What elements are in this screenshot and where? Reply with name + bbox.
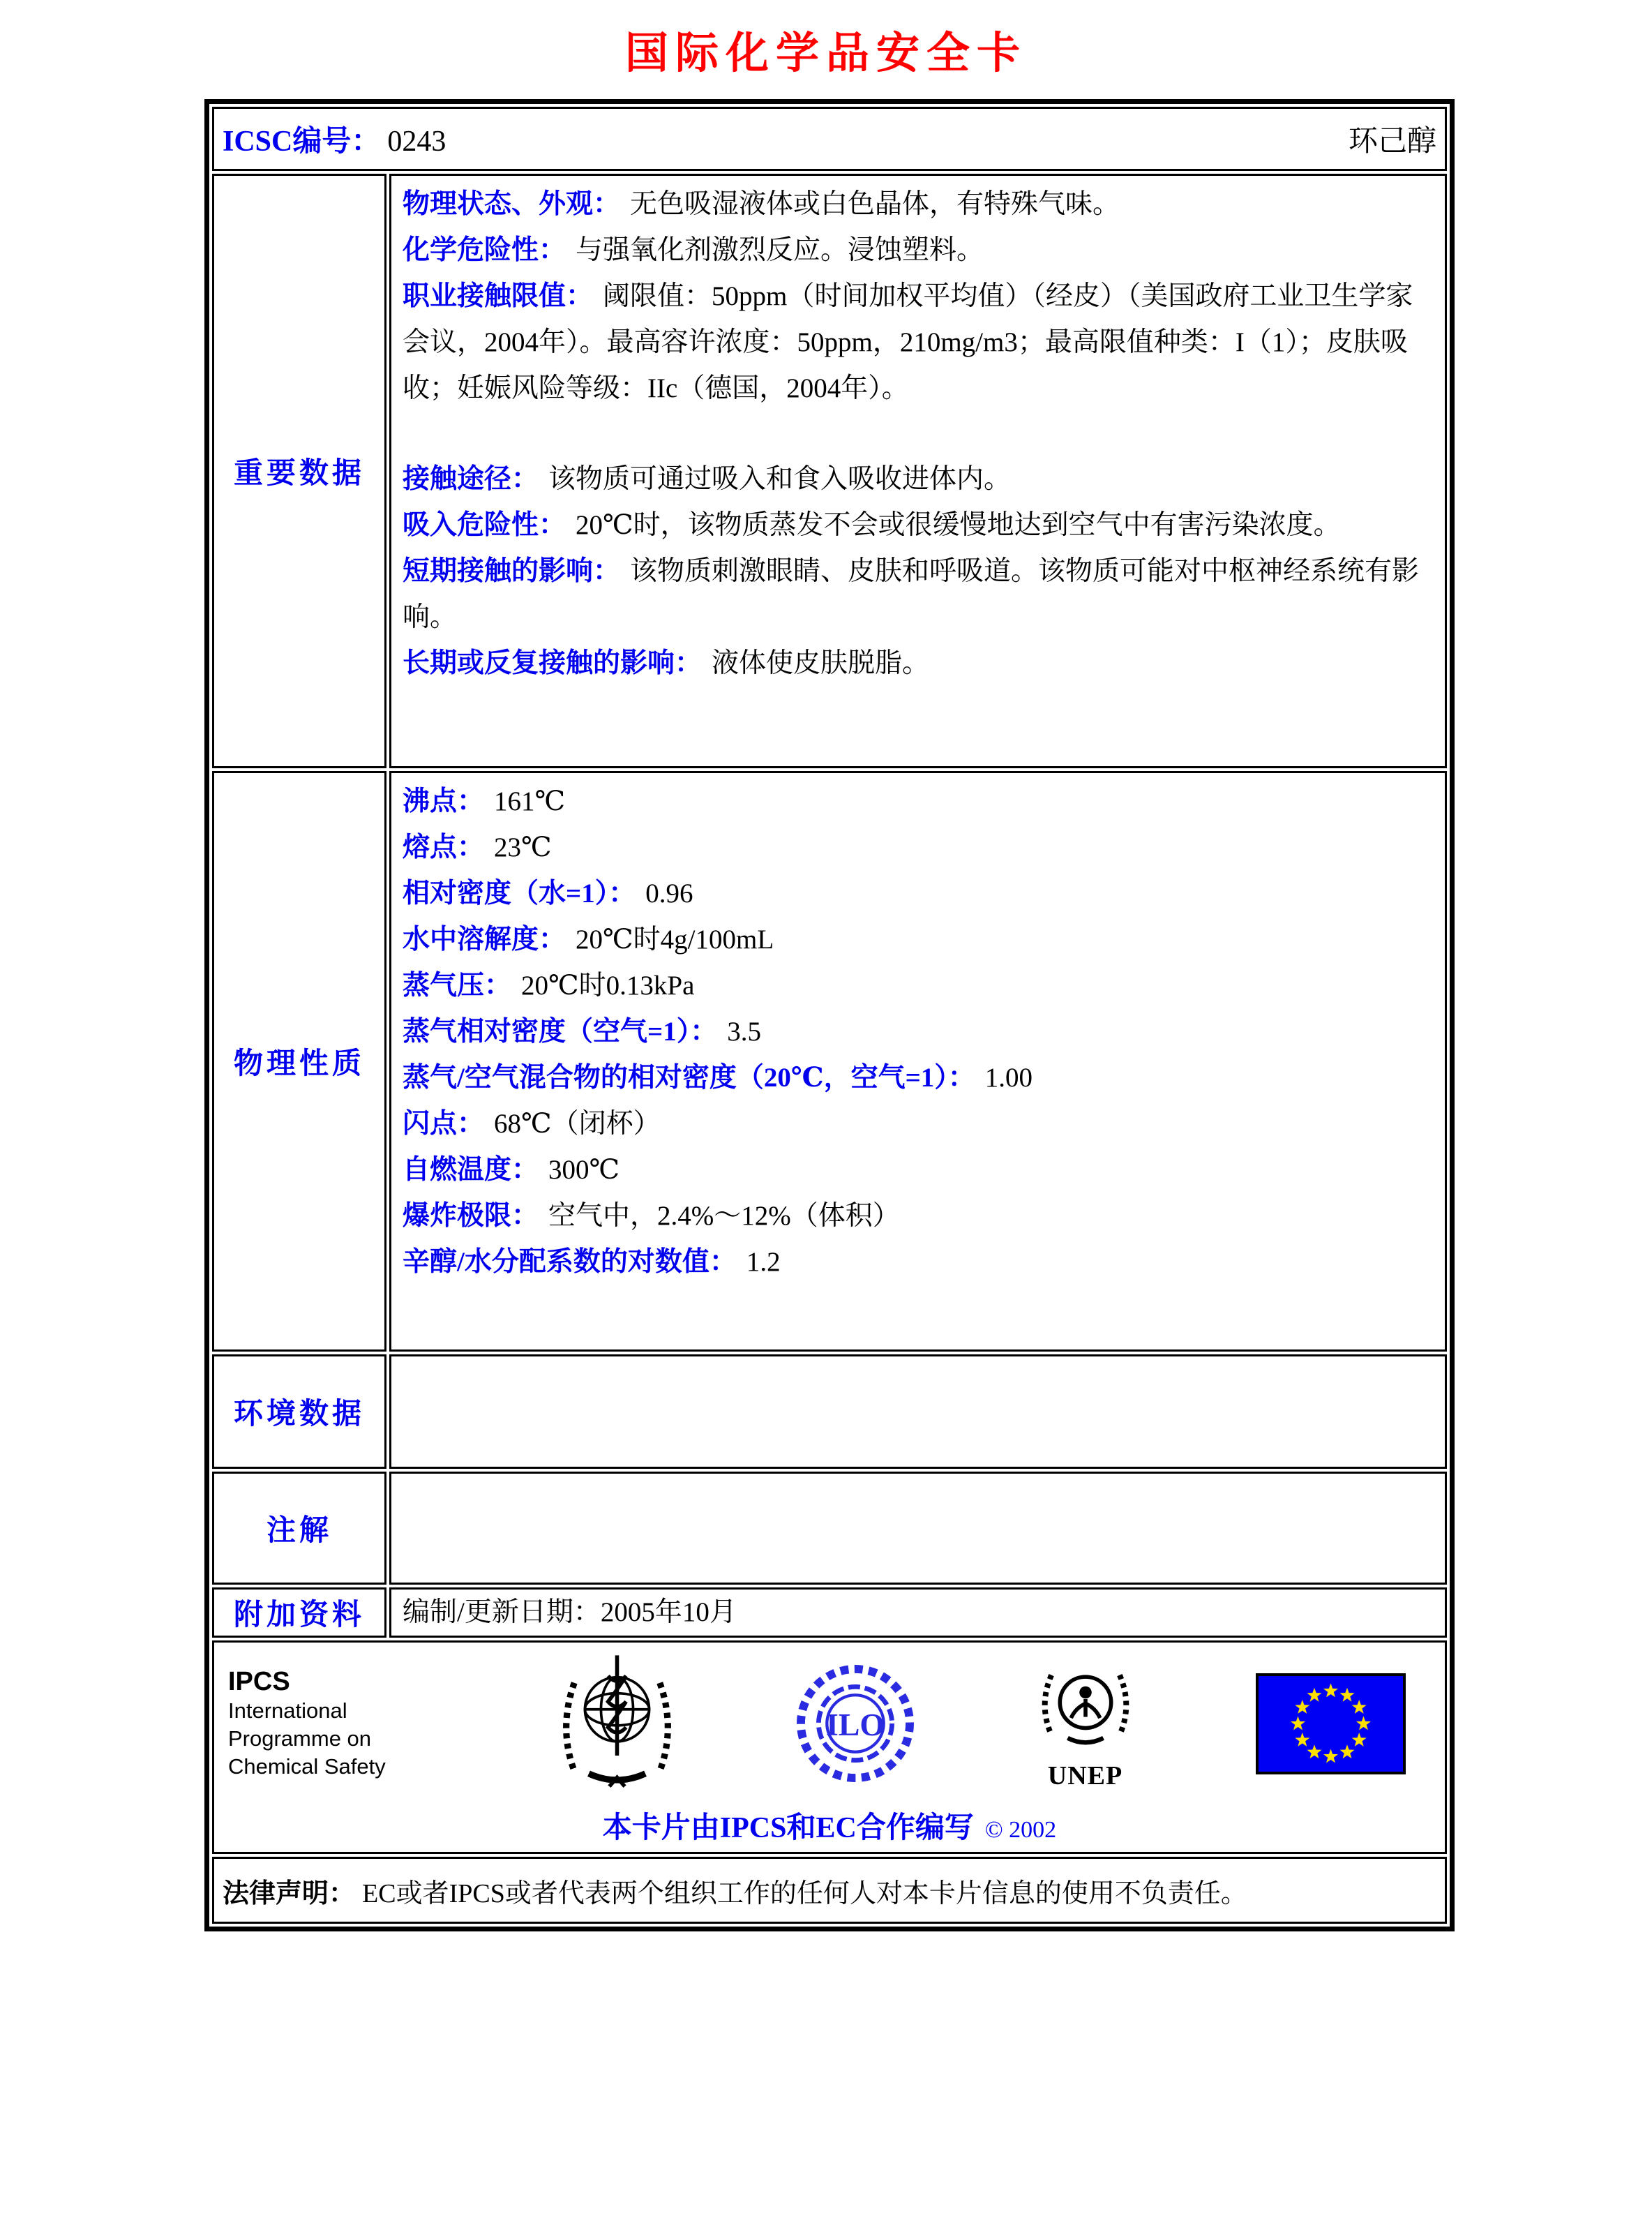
data-line-text: 该物质可通过吸入和食入吸收进体内。 — [548, 464, 1012, 494]
important-data-content — [389, 174, 1447, 768]
property-line — [403, 871, 1434, 917]
ipcs-line-2: Programme on — [228, 1726, 372, 1751]
ipcs-abbr: IPCS — [228, 1667, 290, 1696]
property-line-label: 蒸气压： — [403, 971, 512, 1001]
property-line — [403, 825, 1434, 871]
data-line-label: 短期接触的影响： — [403, 556, 621, 586]
property-line-text: 3.5 — [727, 1017, 761, 1047]
property-line-text: 20℃时4g/100mL — [576, 925, 774, 955]
property-line-text: 68℃（闭杯） — [494, 1109, 661, 1139]
property-line-text: 300℃ — [548, 1155, 620, 1185]
update-date-label: 编制/更新日期： — [403, 1597, 601, 1627]
important-data-row — [212, 174, 1447, 768]
data-line — [403, 502, 1434, 548]
eu-flag-icon — [1256, 1673, 1406, 1774]
unep-logo-block — [1030, 1658, 1141, 1789]
data-line — [403, 227, 1434, 274]
logos-row — [212, 1640, 1447, 1854]
data-line — [403, 274, 1434, 412]
property-line-label: 水中溶解度： — [403, 925, 566, 955]
property-line-label: 熔点： — [403, 832, 485, 862]
header-row — [212, 107, 1447, 171]
icsc-number-label: ICSC编号： — [223, 126, 381, 158]
legal-cell — [212, 1857, 1447, 1924]
physical-properties-row — [212, 771, 1447, 1352]
property-line-label: 闪点： — [403, 1109, 485, 1139]
data-line — [403, 548, 1434, 641]
property-line — [403, 1101, 1434, 1147]
property-line — [403, 963, 1434, 1009]
environmental-data-content — [389, 1354, 1447, 1469]
property-line-text: 1.2 — [746, 1247, 781, 1277]
data-line-text: 该物质刺激眼睛、皮肤和呼吸道。该物质可能对中枢神经系统有影响。 — [403, 556, 1420, 632]
data-line — [403, 181, 1434, 227]
data-line-label: 吸入危险性： — [403, 510, 566, 540]
data-line-label: 物理状态、外观： — [403, 189, 621, 219]
data-line-text: 液体使皮肤脱脂。 — [712, 648, 930, 678]
ipcs-line-1: International — [228, 1698, 347, 1723]
section-label-environmental-data: 环境数据 — [212, 1354, 386, 1469]
property-line-label: 相对密度（水=1）： — [403, 878, 636, 908]
logos-cell — [212, 1640, 1447, 1854]
section-label-notes: 注解 — [212, 1472, 386, 1585]
data-line-label: 长期或反复接触的影响： — [403, 648, 703, 678]
data-line-text: 无色吸湿液体或白色晶体，有特殊气味。 — [630, 189, 1120, 219]
unep-logo-icon — [1030, 1658, 1141, 1763]
update-date-value: 2005年10月 — [600, 1597, 737, 1627]
icsc-number — [223, 118, 446, 160]
legal-row — [212, 1857, 1447, 1924]
data-line-text: 与强氧化剂激烈反应。浸蚀塑料。 — [576, 235, 984, 265]
data-line-label: 化学危险性： — [403, 235, 566, 265]
ilo-logo-icon — [796, 1657, 915, 1790]
property-line-label: 蒸气/空气混合物的相对密度（20℃，空气=1）： — [403, 1063, 975, 1093]
ipcs-block — [228, 1666, 437, 1781]
cooperation-caption-text: 本卡片由IPCS和EC合作编写 — [602, 1812, 974, 1844]
notes-content — [389, 1472, 1447, 1585]
logos-band — [225, 1650, 1434, 1797]
copyright-text: © 2002 — [984, 1817, 1057, 1843]
physical-properties-content — [389, 771, 1447, 1352]
additional-info-content — [389, 1587, 1447, 1638]
data-line-text: 20℃时，该物质蒸发不会或很缓慢地达到空气中有害污染浓度。 — [576, 510, 1341, 540]
who-logo-icon — [553, 1650, 682, 1797]
data-line-text: 阈限值：50ppm（时间加权平均值）（经皮）（美国政府工业卫生学家会议，2004年）。最高容许浓度：50ppm，210mg/m3；最高限值种类：I（1）；皮肤吸收；妊娠风险等级：IIc（德国，2004年）。 — [403, 281, 1413, 403]
additional-info-row — [212, 1587, 1447, 1638]
property-line-text: 20℃时0.13kPa — [521, 971, 695, 1001]
section-label-important-data: 重要数据 — [212, 174, 386, 768]
legal-notice-text: EC或者IPCS或者代表两个组织工作的任何人对本卡片信息的使用不负责任。 — [362, 1878, 1247, 1908]
notes-row — [212, 1472, 1447, 1585]
icsc-number-value: 0243 — [387, 126, 446, 158]
property-line-text: 23℃ — [494, 832, 552, 862]
data-line-label: 接触途径： — [403, 464, 539, 494]
property-line — [403, 1009, 1434, 1055]
property-line-label: 爆炸极限： — [403, 1201, 539, 1231]
data-line — [403, 456, 1434, 502]
cooperation-caption — [225, 1804, 1434, 1846]
property-line — [403, 1239, 1434, 1285]
property-line-text: 0.96 — [645, 878, 693, 908]
environmental-data-row — [212, 1354, 1447, 1469]
property-line-label: 自燃温度： — [403, 1155, 539, 1185]
legal-notice-label: 法律声明： — [223, 1878, 356, 1908]
section-label-physical-properties: 物理性质 — [212, 771, 386, 1352]
ipcs-line-3: Chemical Safety — [228, 1754, 386, 1779]
property-line — [403, 1147, 1434, 1193]
property-line — [403, 779, 1434, 825]
property-line-text: 空气中，2.4%～12%（体积） — [548, 1201, 900, 1231]
data-line-label: 职业接触限值： — [403, 281, 594, 311]
property-line-text: 161℃ — [494, 786, 566, 816]
property-line-text: 1.00 — [984, 1063, 1033, 1093]
ilo-logo-text: ILO — [826, 1706, 885, 1742]
property-line-label: 沸点： — [403, 786, 485, 816]
header-cell — [212, 107, 1447, 171]
icsc-card — [204, 99, 1455, 1931]
unep-logo-text: UNEP — [1047, 1761, 1123, 1790]
section-label-additional-info: 附加资料 — [212, 1587, 386, 1638]
property-line-label: 辛醇/水分配系数的对数值： — [403, 1247, 737, 1277]
property-line — [403, 917, 1434, 963]
property-line-label: 蒸气相对密度（空气=1）： — [403, 1017, 718, 1047]
property-line — [403, 1055, 1434, 1101]
property-line — [403, 1193, 1434, 1239]
page-title: 国际化学品安全卡 — [624, 30, 1027, 77]
data-line — [403, 641, 1434, 687]
chemical-name: 环己醇 — [1348, 126, 1436, 158]
